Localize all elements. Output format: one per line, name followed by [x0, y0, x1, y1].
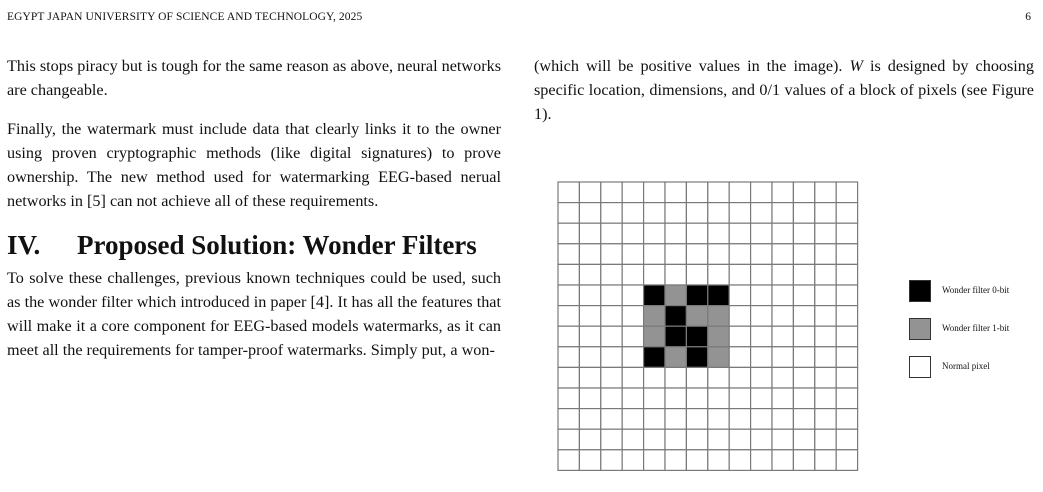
filter-pixel-1bit — [708, 306, 729, 327]
normal-pixel — [558, 326, 579, 347]
normal-pixel — [579, 285, 600, 306]
normal-pixel — [815, 203, 836, 224]
normal-pixel — [793, 285, 814, 306]
normal-pixel — [579, 306, 600, 327]
normal-pixel — [622, 264, 643, 285]
filter-pixel-0bit — [686, 285, 707, 306]
normal-pixel — [836, 347, 857, 368]
normal-pixel — [601, 306, 622, 327]
normal-pixel — [772, 182, 793, 203]
normal-pixel — [793, 429, 814, 450]
normal-pixel — [793, 326, 814, 347]
normal-pixel — [644, 388, 665, 409]
page-number: 6 — [1025, 11, 1031, 23]
filter-pixel-0bit — [665, 306, 686, 327]
normal-pixel — [622, 429, 643, 450]
text-run: is designed by choosing specific location, dimensions, and 0/1 values of a block of pixels (see Figure 1). — [534, 57, 1034, 123]
filter-pixel-0bit — [686, 347, 707, 368]
filter-pixel-1bit — [708, 347, 729, 368]
normal-pixel — [558, 367, 579, 388]
normal-pixel — [729, 244, 750, 265]
normal-pixel — [751, 326, 772, 347]
normal-pixel — [772, 367, 793, 388]
normal-pixel — [793, 182, 814, 203]
normal-pixel — [772, 388, 793, 409]
normal-pixel — [772, 223, 793, 244]
normal-pixel — [686, 264, 707, 285]
normal-pixel — [558, 409, 579, 430]
normal-pixel — [686, 203, 707, 224]
normal-pixel — [751, 203, 772, 224]
normal-pixel — [815, 306, 836, 327]
normal-pixel — [836, 367, 857, 388]
normal-pixel — [644, 244, 665, 265]
normal-pixel — [772, 429, 793, 450]
normal-pixel — [772, 450, 793, 471]
normal-pixel — [686, 182, 707, 203]
normal-pixel — [729, 347, 750, 368]
section-number: IV. — [7, 230, 41, 260]
normal-pixel — [601, 203, 622, 224]
normal-pixel — [708, 244, 729, 265]
paragraph: Finally, the watermark must include data that clearly links it to the owner using proven cryptographic methods (like digital signatures) to prove ownership. The new method used for watermarking EEG-based nerual networks in [5] can not achieve all of these requirements. — [7, 120, 501, 210]
normal-pixel — [622, 306, 643, 327]
wonder-filter-figure — [557, 181, 861, 479]
section-heading — [7, 228, 501, 262]
normal-pixel — [622, 388, 643, 409]
normal-pixel — [729, 306, 750, 327]
filter-pixel-1bit — [665, 347, 686, 368]
normal-pixel — [708, 367, 729, 388]
normal-pixel — [579, 429, 600, 450]
paragraph: To solve these challenges, previous known techniques could be used, such as the wonder filter which introduced in paper [4]. It has all the features that will make it a core component for EEG-based models watermarks, as it can meet all the requirements for tamper-proof watermarks. Simply put, a won- — [7, 269, 501, 359]
filter-pixel-1bit — [644, 326, 665, 347]
filter-pixel-1bit — [644, 306, 665, 327]
normal-pixel — [558, 223, 579, 244]
normal-pixel — [558, 203, 579, 224]
normal-pixel — [751, 388, 772, 409]
normal-pixel — [622, 326, 643, 347]
normal-pixel — [558, 347, 579, 368]
normal-pixel — [815, 223, 836, 244]
normal-pixel — [708, 223, 729, 244]
normal-pixel — [601, 244, 622, 265]
right-column — [534, 54, 1034, 141]
normal-pixel — [751, 347, 772, 368]
normal-pixel — [558, 182, 579, 203]
normal-pixel — [644, 223, 665, 244]
normal-pixel — [686, 450, 707, 471]
normal-pixel — [686, 388, 707, 409]
normal-pixel — [729, 326, 750, 347]
normal-pixel — [579, 223, 600, 244]
normal-pixel — [815, 244, 836, 265]
normal-pixel — [793, 223, 814, 244]
normal-pixel — [622, 285, 643, 306]
normal-pixel — [793, 203, 814, 224]
filter-pixel-0bit — [708, 285, 729, 306]
normal-pixel — [708, 203, 729, 224]
normal-pixel — [601, 264, 622, 285]
normal-pixel — [665, 223, 686, 244]
normal-pixel — [601, 450, 622, 471]
normal-pixel — [601, 285, 622, 306]
normal-pixel — [579, 244, 600, 265]
page-header-left: EGYPT JAPAN UNIVERSITY OF SCIENCE AND TECHNOLOGY, 2025 — [7, 11, 363, 23]
normal-pixel — [686, 409, 707, 430]
normal-pixel — [729, 450, 750, 471]
normal-pixel — [751, 367, 772, 388]
normal-pixel — [815, 182, 836, 203]
normal-pixel — [772, 244, 793, 265]
normal-pixel — [665, 244, 686, 265]
normal-pixel — [815, 285, 836, 306]
normal-pixel — [751, 450, 772, 471]
normal-pixel — [751, 264, 772, 285]
normal-pixel — [644, 450, 665, 471]
normal-pixel — [836, 244, 857, 265]
normal-pixel — [772, 306, 793, 327]
normal-pixel — [601, 429, 622, 450]
normal-pixel — [601, 367, 622, 388]
normal-pixel — [836, 223, 857, 244]
normal-pixel — [729, 182, 750, 203]
normal-pixel — [708, 388, 729, 409]
normal-pixel — [772, 409, 793, 430]
normal-pixel — [665, 203, 686, 224]
normal-pixel — [815, 429, 836, 450]
normal-pixel — [836, 326, 857, 347]
normal-pixel — [729, 429, 750, 450]
normal-pixel — [579, 388, 600, 409]
normal-pixel — [665, 388, 686, 409]
normal-pixel — [836, 429, 857, 450]
normal-pixel — [772, 285, 793, 306]
normal-pixel — [579, 347, 600, 368]
legend-swatch-normal — [909, 356, 931, 378]
normal-pixel — [558, 264, 579, 285]
legend-label: Wonder filter 1-bit — [942, 323, 1010, 333]
normal-pixel — [708, 450, 729, 471]
normal-pixel — [558, 450, 579, 471]
normal-pixel — [558, 388, 579, 409]
normal-pixel — [815, 388, 836, 409]
normal-pixel — [708, 264, 729, 285]
normal-pixel — [622, 203, 643, 224]
normal-pixel — [836, 182, 857, 203]
legend-label: Wonder filter 0-bit — [942, 285, 1010, 295]
normal-pixel — [793, 306, 814, 327]
normal-pixel — [793, 244, 814, 265]
legend-swatch-0bit — [909, 280, 931, 302]
normal-pixel — [815, 326, 836, 347]
normal-pixel — [751, 409, 772, 430]
normal-pixel — [622, 182, 643, 203]
normal-pixel — [644, 367, 665, 388]
normal-pixel — [601, 409, 622, 430]
normal-pixel — [601, 388, 622, 409]
normal-pixel — [836, 450, 857, 471]
normal-pixel — [772, 326, 793, 347]
normal-pixel — [665, 409, 686, 430]
section-title: Proposed Solution: Wonder Filters — [77, 230, 477, 260]
normal-pixel — [793, 264, 814, 285]
normal-pixel — [793, 367, 814, 388]
paragraph: This stops piracy but is tough for the same reason as above, neural networks are changeable. — [7, 57, 501, 99]
normal-pixel — [622, 450, 643, 471]
normal-pixel — [601, 182, 622, 203]
normal-pixel — [729, 367, 750, 388]
normal-pixel — [772, 347, 793, 368]
normal-pixel — [793, 450, 814, 471]
normal-pixel — [729, 264, 750, 285]
normal-pixel — [815, 409, 836, 430]
filter-pixel-0bit — [665, 326, 686, 347]
normal-pixel — [751, 244, 772, 265]
normal-pixel — [751, 223, 772, 244]
normal-pixel — [622, 223, 643, 244]
pixel-grid — [557, 181, 861, 474]
normal-pixel — [751, 285, 772, 306]
normal-pixel — [579, 182, 600, 203]
normal-pixel — [579, 264, 600, 285]
normal-pixel — [579, 409, 600, 430]
normal-pixel — [836, 306, 857, 327]
legend-label: Normal pixel — [942, 361, 990, 371]
normal-pixel — [579, 367, 600, 388]
filter-pixel-1bit — [708, 326, 729, 347]
filter-pixel-0bit — [644, 347, 665, 368]
normal-pixel — [644, 264, 665, 285]
normal-pixel — [686, 223, 707, 244]
normal-pixel — [579, 203, 600, 224]
normal-pixel — [772, 264, 793, 285]
normal-pixel — [815, 264, 836, 285]
normal-pixel — [558, 285, 579, 306]
normal-pixel — [793, 388, 814, 409]
normal-pixel — [751, 429, 772, 450]
normal-pixel — [836, 409, 857, 430]
filter-pixel-1bit — [665, 285, 686, 306]
normal-pixel — [772, 203, 793, 224]
normal-pixel — [815, 450, 836, 471]
normal-pixel — [729, 285, 750, 306]
normal-pixel — [665, 429, 686, 450]
normal-pixel — [708, 182, 729, 203]
normal-pixel — [729, 223, 750, 244]
legend-swatch-1bit — [909, 318, 931, 340]
normal-pixel — [708, 429, 729, 450]
normal-pixel — [665, 264, 686, 285]
normal-pixel — [601, 347, 622, 368]
normal-pixel — [601, 223, 622, 244]
normal-pixel — [558, 306, 579, 327]
normal-pixel — [751, 306, 772, 327]
normal-pixel — [686, 244, 707, 265]
normal-pixel — [644, 203, 665, 224]
normal-pixel — [729, 388, 750, 409]
normal-pixel — [622, 244, 643, 265]
normal-pixel — [579, 326, 600, 347]
normal-pixel — [644, 429, 665, 450]
normal-pixel — [729, 409, 750, 430]
normal-pixel — [815, 367, 836, 388]
normal-pixel — [751, 182, 772, 203]
math-variable: W — [849, 57, 863, 75]
normal-pixel — [836, 203, 857, 224]
filter-pixel-0bit — [686, 326, 707, 347]
normal-pixel — [665, 182, 686, 203]
normal-pixel — [665, 367, 686, 388]
normal-pixel — [644, 409, 665, 430]
normal-pixel — [708, 409, 729, 430]
normal-pixel — [558, 429, 579, 450]
normal-pixel — [558, 244, 579, 265]
normal-pixel — [665, 450, 686, 471]
normal-pixel — [686, 367, 707, 388]
normal-pixel — [836, 285, 857, 306]
left-column — [7, 54, 501, 377]
normal-pixel — [622, 409, 643, 430]
normal-pixel — [836, 264, 857, 285]
normal-pixel — [815, 347, 836, 368]
normal-pixel — [686, 429, 707, 450]
normal-pixel — [836, 388, 857, 409]
normal-pixel — [644, 182, 665, 203]
normal-pixel — [729, 203, 750, 224]
normal-pixel — [793, 347, 814, 368]
normal-pixel — [622, 347, 643, 368]
paragraph — [534, 54, 1034, 126]
text-run: (which will be positive values in the image). — [534, 57, 850, 75]
filter-pixel-0bit — [644, 285, 665, 306]
normal-pixel — [601, 326, 622, 347]
normal-pixel — [793, 409, 814, 430]
normal-pixel — [579, 450, 600, 471]
normal-pixel — [622, 367, 643, 388]
filter-pixel-1bit — [686, 306, 707, 327]
